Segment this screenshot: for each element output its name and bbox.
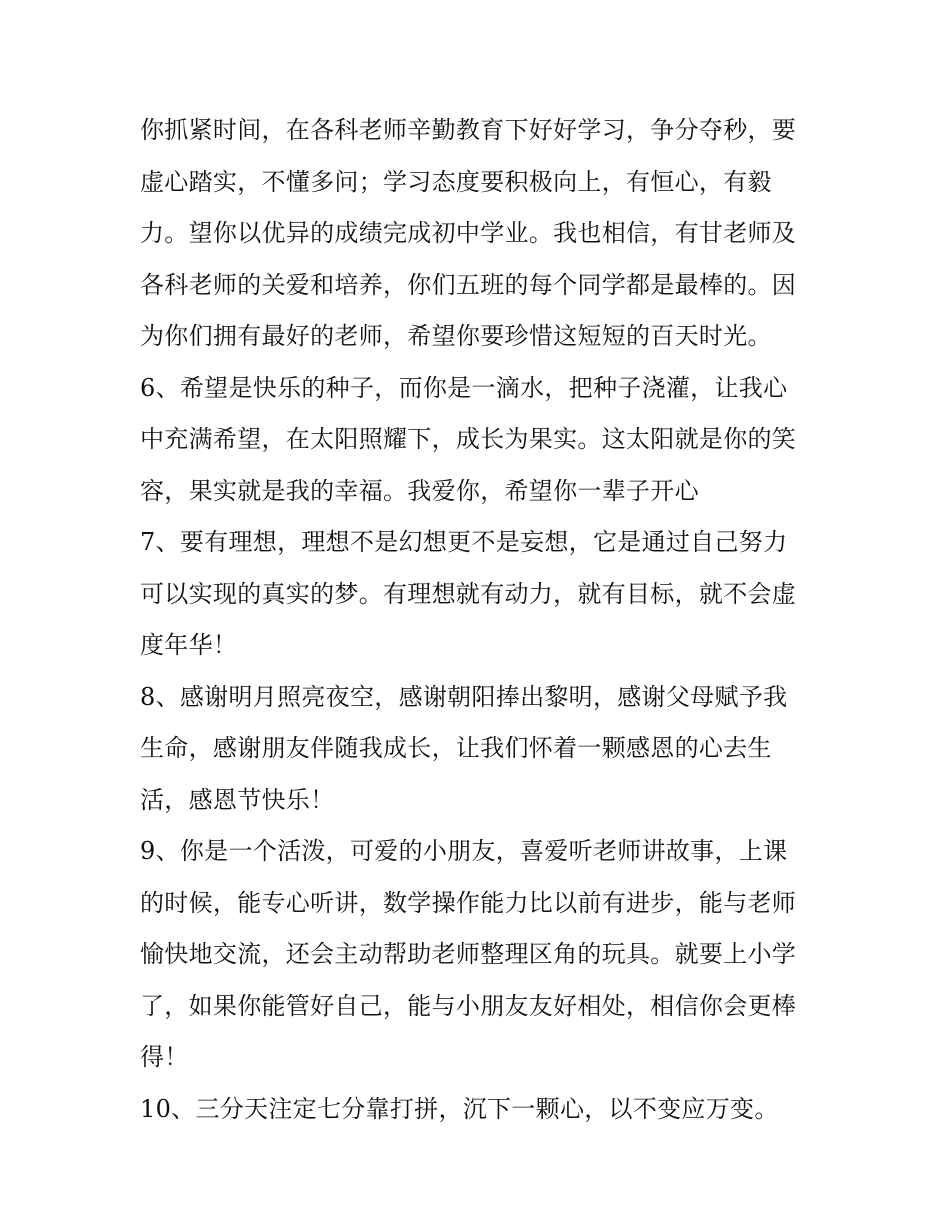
text-line: 生命，感谢朋友伴随我成长，让我们怀着一颗感恩的心去生 [140, 734, 772, 762]
text-line: 为你们拥有最好的老师，希望你要珍惜这短短的百天时光。 [140, 322, 772, 350]
text-line: 7、要有理想，理想不是幻想更不是妄想，它是通过自己努力 [140, 528, 788, 556]
text-line: 的时候，能专心听讲，数学操作能力比以前有进步，能与老师 [140, 888, 797, 917]
text-line: 8、感谢明月照亮夜空，感谢朝阳捧出黎明，感谢父母赋予我 [140, 682, 788, 711]
text-line: 了，如果你能管好自己，能与小朋友友好相处，相信你会更棒 [140, 991, 797, 1020]
text-line: 中充满希望，在太阳照耀下，成长为果实。这太阳就是你的笑 [140, 425, 797, 453]
text-line: 10、三分天注定七分靠打拼，沉下一颗心，以不变应万变。 [140, 1094, 779, 1123]
text-line: 力。望你以优异的成绩完成初中学业。我也相信，有甘老师及 [140, 219, 797, 247]
text-line: 得！ [140, 1043, 189, 1071]
text-line: 活，感恩节快乐！ [140, 785, 335, 814]
text-line: 9、你是一个活泼，可爱的小朋友，喜爱听老师讲故事，上课 [140, 837, 788, 865]
text-line: 6、希望是快乐的种子，而你是一滴水，把种子浇灌，让我心 [140, 373, 788, 402]
text-line: 各科老师的关爱和培养，你们五班的每个同学都是最棒的。因 [140, 270, 797, 299]
text-line: 可以实现的真实的梦。有理想就有动力，就有目标，就不会虚 [140, 579, 797, 608]
document-body [140, 105, 820, 1135]
text-line: 虚心踏实，不懂多问；学习态度要积极向上，有恒心，有毅 [140, 167, 772, 196]
text-line: 容，果实就是我的幸福。我爱你，希望你一辈子开心 [140, 476, 699, 505]
text-line: 你抓紧时间，在各科老师辛勤教育下好好学习，争分夺秒，要 [140, 116, 797, 144]
text-line: 愉快地交流，还会主动帮助老师整理区角的玩具。就要上小学 [140, 940, 797, 968]
text-line: 度年华！ [140, 631, 238, 659]
